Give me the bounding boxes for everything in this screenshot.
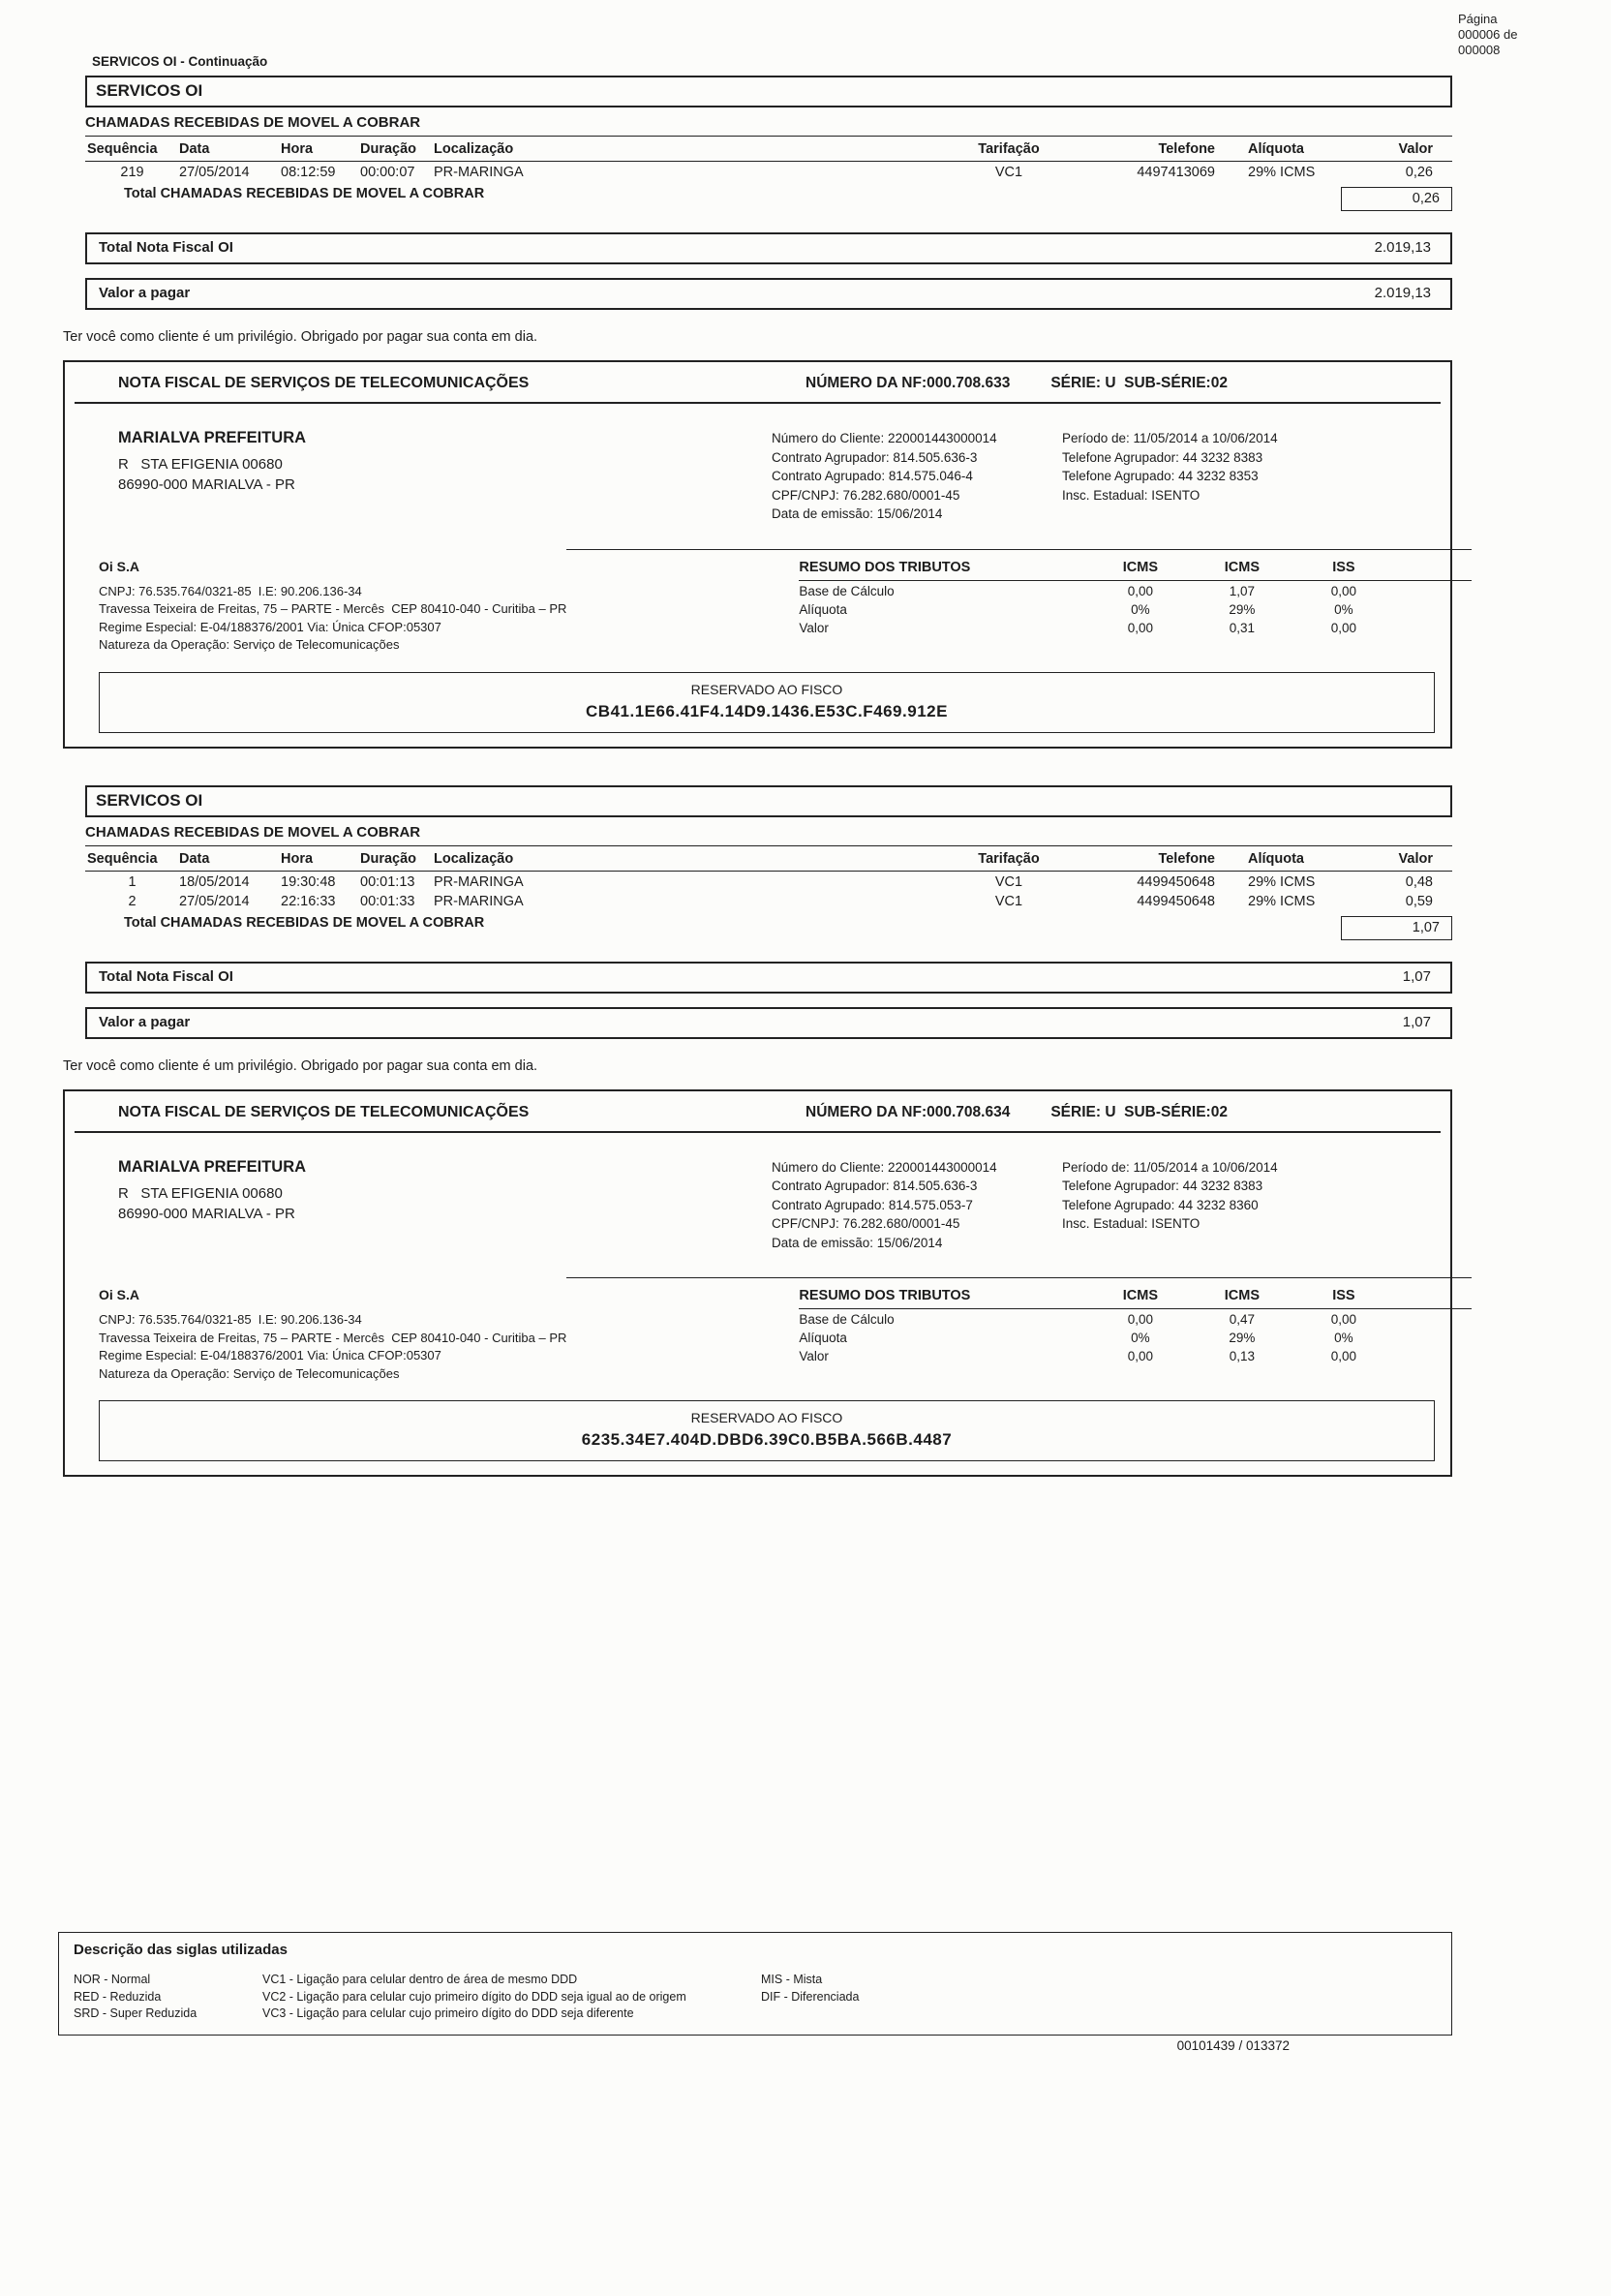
- legend-item-dif: DIF - Diferenciada: [761, 1989, 860, 2004]
- customer-address-line1: R STA EFIGENIA 00680: [118, 1184, 283, 1202]
- phone-grouper: Telefone Agrupador: 44 3232 8383: [1062, 1179, 1263, 1193]
- page-indicator: [1458, 12, 1517, 58]
- issuer-cnpj: CNPJ: 76.535.764/0321-85 I.E: 90.206.136-34: [99, 583, 362, 598]
- services-oi-box: SERVICOS OI: [85, 76, 1452, 107]
- call-tax: 29% ICMS: [1248, 893, 1316, 909]
- tax-value-icms1: 0%: [1131, 1331, 1150, 1345]
- tax-value-iss: 0,00: [1330, 1349, 1357, 1363]
- tax-summary-block: [566, 1277, 1472, 1364]
- tax-header-iss: ISS: [1292, 1286, 1394, 1309]
- call-duration: 00:01:33: [360, 893, 415, 909]
- tax-row-base-calculo: [799, 1309, 1472, 1329]
- header-valor: Valor: [1332, 139, 1452, 162]
- invoice-title: NOTA FISCAL DE SERVIÇOS DE TELECOMUNICAÇÕES: [118, 1103, 530, 1120]
- tax-header-icms1: ICMS: [1089, 558, 1191, 581]
- valor-a-pagar-value: 2.019,13: [1374, 285, 1431, 301]
- legend-column-misc: [761, 1972, 1437, 2023]
- calls-total-row: [85, 912, 1452, 940]
- issuer-nature: Natureza da Operação: Serviço de Telecomunicações: [99, 637, 400, 652]
- call-location: PR-MARINGA: [434, 873, 524, 890]
- fisco-code: CB41.1E66.41F4.14D9.1436.E53C.F469.912E: [586, 701, 948, 720]
- calls-header-row: [85, 139, 1452, 162]
- header-sequencia: Sequência: [85, 139, 177, 162]
- valor-a-pagar-box: [85, 278, 1452, 310]
- tax-value-icms1: 0,00: [1127, 620, 1154, 635]
- total-nota-fiscal-label: Total Nota Fiscal OI: [99, 239, 233, 256]
- call-time: 19:30:48: [281, 873, 336, 890]
- tax-value-icms2: 29%: [1229, 1331, 1256, 1345]
- invoice-section-2: [63, 785, 1452, 1478]
- invoice-series: SÉRIE: U SUB-SÉRIE:02: [1050, 1103, 1228, 1120]
- contract-grouped: Contrato Agrupado: 814.575.053-7: [772, 1197, 973, 1212]
- invoice-lower: [65, 1277, 1450, 1383]
- customer-address-line2: 86990-000 MARIALVA - PR: [118, 1205, 295, 1222]
- tax-value-icms1: 0,00: [1127, 1312, 1154, 1327]
- call-value: 0,59: [1405, 893, 1433, 909]
- tax-row-label: Valor: [799, 1349, 829, 1363]
- phone-grouped: Telefone Agrupado: 44 3232 8353: [1062, 469, 1259, 483]
- header-data: Data: [177, 849, 279, 872]
- total-nota-fiscal-value: 2.019,13: [1374, 239, 1431, 256]
- tax-value-icms2: 0,31: [1229, 620, 1256, 635]
- services-oi-box: SERVICOS OI: [85, 785, 1452, 817]
- call-seq: 219: [120, 165, 144, 180]
- tax-row-valor: [799, 618, 1472, 636]
- tax-value-iss: 0,00: [1330, 583, 1357, 598]
- issuer-regime: Regime Especial: E-04/188376/2001 Via: Única CFOP:05307: [99, 1348, 441, 1362]
- invoice-number: NÚMERO DA NF:000.708.634: [806, 1103, 1011, 1120]
- calls-table: [85, 139, 1452, 181]
- nota-fiscal-box: [63, 1089, 1452, 1478]
- calls-total-label: Total CHAMADAS RECEBIDAS DE MOVEL A COBRAR: [124, 186, 485, 201]
- tax-header-iss: ISS: [1292, 558, 1394, 581]
- tax-summary-block: [566, 549, 1472, 636]
- tax-row-label: Base de Cálculo: [799, 1312, 895, 1327]
- call-row: [85, 891, 1452, 910]
- reserved-fisco-box: [99, 1400, 1435, 1461]
- call-phone: 4499450648: [1137, 873, 1215, 890]
- contract-grouper: Contrato Agrupador: 814.505.636-3: [772, 1179, 978, 1193]
- tax-header-filler: [1394, 1286, 1472, 1309]
- issuer-regime: Regime Especial: E-04/188376/2001 Via: Única CFOP:05307: [99, 619, 441, 634]
- tax-row-base-calculo: [799, 580, 1472, 599]
- phone-grouper: Telefone Agrupador: 44 3232 8383: [1062, 449, 1263, 465]
- header-sequencia: Sequência: [85, 849, 177, 872]
- tax-value-icms2: 0,47: [1229, 1312, 1256, 1327]
- tax-value-icms1: 0,00: [1127, 583, 1154, 598]
- issuer-name: Oi S.A: [99, 1287, 140, 1302]
- tax-value-iss: 0%: [1334, 1331, 1353, 1345]
- legend-item-srd: SRD - Super Reduzida: [74, 2006, 198, 2020]
- total-nota-fiscal-box: [85, 962, 1452, 994]
- total-nota-fiscal-label: Total Nota Fiscal OI: [99, 967, 233, 985]
- call-date: 18/05/2014: [179, 873, 250, 890]
- reserved-fisco-box: [99, 672, 1435, 733]
- invoice-body: [65, 1158, 1450, 1253]
- invoice-header: [75, 362, 1441, 404]
- valor-a-pagar-value: 1,07: [1402, 1013, 1431, 1030]
- call-tariff: VC1: [994, 873, 1023, 890]
- call-seq: 2: [128, 893, 137, 909]
- continuation-header: SERVICOS OI - Continuação: [92, 54, 268, 69]
- tax-value-icms2: 0,13: [1229, 1349, 1256, 1363]
- header-aliquota: Alíquota: [1221, 139, 1332, 162]
- calls-total-value: 1,07: [1341, 916, 1452, 940]
- thanks-message: Ter você como cliente é um privilégio. Obrigado por pagar sua conta em dia.: [63, 329, 538, 345]
- header-tarifacao: Tarifação: [959, 139, 1056, 162]
- total-nota-fiscal-box: [85, 232, 1452, 264]
- contract-grouped: Contrato Agrupado: 814.575.046-4: [772, 469, 973, 483]
- customer-address-line1: R STA EFIGENIA 00680: [118, 456, 283, 473]
- tax-row-label: Valor: [799, 620, 829, 635]
- tax-header-icms2: ICMS: [1191, 1286, 1292, 1309]
- header-valor: Valor: [1332, 849, 1452, 872]
- fisco-label: RESERVADO AO FISCO: [690, 681, 843, 697]
- calls-category-title: CHAMADAS RECEBIDAS DE MOVEL A COBRAR: [85, 824, 1452, 846]
- state-registration: Insc. Estadual: ISENTO: [1062, 487, 1201, 503]
- header-data: Data: [177, 139, 279, 162]
- invoice-lower: [65, 549, 1450, 655]
- tax-header-row: [799, 558, 1472, 581]
- header-hora: Hora: [279, 849, 358, 872]
- total-nota-fiscal-value: 1,07: [1402, 967, 1431, 985]
- issuer-cnpj: CNPJ: 76.535.764/0321-85 I.E: 90.206.136-34: [99, 1312, 362, 1327]
- tax-value-iss: 0%: [1334, 601, 1353, 617]
- billing-period: Período de: 11/05/2014 a 10/06/2014: [1062, 1159, 1278, 1175]
- header-tarifacao: Tarifação: [959, 849, 1056, 872]
- header-localizacao: Localização: [432, 849, 959, 872]
- call-seq: 1: [128, 873, 137, 890]
- calls-total-row: [85, 183, 1452, 211]
- call-tax: 29% ICMS: [1248, 165, 1316, 180]
- issuer-block: [65, 1277, 566, 1383]
- page-number: 000006 de: [1458, 27, 1518, 42]
- legend-title: Descrição das siglas utilizadas: [74, 1942, 288, 1958]
- tax-value-icms1: 0%: [1131, 601, 1150, 617]
- call-duration: 00:00:07: [360, 165, 415, 180]
- call-value: 0,48: [1405, 873, 1433, 890]
- period-info-column: [1062, 1158, 1450, 1253]
- invoice-body: [65, 429, 1450, 524]
- call-location: PR-MARINGA: [434, 165, 524, 180]
- issuer-name: Oi S.A: [99, 558, 140, 574]
- call-location: PR-MARINGA: [434, 893, 524, 909]
- tax-row-label: Base de Cálculo: [799, 583, 895, 598]
- legend-column-vc: [262, 1972, 761, 2023]
- emission-date: Data de emissão: 15/06/2014: [772, 506, 943, 521]
- legend-item-red: RED - Reduzida: [74, 1989, 162, 2004]
- customer-block: [65, 1158, 772, 1253]
- phone-grouped: Telefone Agrupado: 44 3232 8360: [1062, 1197, 1259, 1212]
- call-row: [85, 162, 1452, 182]
- call-time: 22:16:33: [281, 893, 336, 909]
- tax-summary-table: [799, 1286, 1472, 1364]
- tax-value-iss: 0,00: [1330, 1312, 1357, 1327]
- fisco-label: RESERVADO AO FISCO: [690, 1410, 843, 1425]
- tax-row-label: Alíquota: [799, 601, 847, 617]
- legend-area: [58, 1932, 1452, 2053]
- legend-item-nor: NOR - Normal: [74, 1973, 151, 1986]
- legend-item-mis: MIS - Mista: [761, 1973, 823, 1986]
- page-content: [63, 54, 1452, 1477]
- calls-total-label: Total CHAMADAS RECEBIDAS DE MOVEL A COBRAR: [124, 914, 485, 931]
- invoice-number: NÚMERO DA NF:000.708.633: [806, 375, 1011, 391]
- header-hora: Hora: [279, 139, 358, 162]
- call-tax: 29% ICMS: [1248, 873, 1316, 890]
- thanks-message: Ter você como cliente é um privilégio. Obrigado por pagar sua conta em dia.: [63, 1057, 538, 1074]
- call-time: 08:12:59: [281, 165, 336, 180]
- invoice-section-1: [63, 76, 1452, 749]
- tax-row-aliquota: [799, 1328, 1472, 1346]
- invoice-series: SÉRIE: U SUB-SÉRIE:02: [1050, 375, 1228, 391]
- contract-grouper: Contrato Agrupador: 814.505.636-3: [772, 449, 978, 465]
- invoice-header: [75, 1091, 1441, 1133]
- tax-header-icms1: ICMS: [1089, 1286, 1191, 1309]
- document-code: 00101439 / 013372: [1176, 2037, 1290, 2053]
- calls-header-row: [85, 849, 1452, 872]
- issuer-block: [65, 549, 566, 655]
- tax-summary-table: [799, 558, 1472, 636]
- tax-value-icms1: 0,00: [1127, 1349, 1154, 1363]
- calls-category-title: CHAMADAS RECEBIDAS DE MOVEL A COBRAR: [85, 114, 1452, 137]
- tax-header-filler: [1394, 558, 1472, 581]
- valor-a-pagar-box: [85, 1007, 1452, 1039]
- call-tariff: VC1: [994, 893, 1023, 909]
- call-phone: 4499450648: [1137, 893, 1215, 909]
- header-duracao: Duração: [358, 849, 432, 872]
- customer-address-line2: 86990-000 MARIALVA - PR: [118, 476, 295, 493]
- state-registration: Insc. Estadual: ISENTO: [1062, 1216, 1201, 1231]
- header-telefone: Telefone: [1056, 139, 1221, 162]
- nota-fiscal-box: [63, 360, 1452, 749]
- call-phone: 4497413069: [1137, 165, 1215, 180]
- call-duration: 00:01:13: [360, 873, 415, 890]
- tax-summary-title: RESUMO DOS TRIBUTOS: [799, 558, 1089, 581]
- customer-name: MARIALVA PREFEITURA: [118, 1157, 307, 1176]
- client-number: Número do Cliente: 220001443000014: [772, 431, 997, 445]
- tax-row-valor: [799, 1346, 1472, 1364]
- header-duracao: Duração: [358, 139, 432, 162]
- call-value: 0,26: [1405, 165, 1433, 180]
- issuer-address: Travessa Teixeira de Freitas, 75 – PARTE - Mercês CEP 80410-040 - Curitiba – PR: [99, 601, 567, 616]
- legend-item-vc2: VC2 - Ligação para celular cujo primeiro dígito do DDD seja igual ao de origem: [262, 1989, 686, 2004]
- tax-header-row: [799, 1286, 1472, 1309]
- call-date: 27/05/2014: [179, 893, 250, 909]
- legend-column-rates: [74, 1972, 262, 2023]
- billing-period: Período de: 11/05/2014 a 10/06/2014: [1062, 431, 1278, 445]
- page-label: Página: [1458, 12, 1498, 26]
- page-total: 000008: [1458, 43, 1501, 57]
- customer-name: MARIALVA PREFEITURA: [118, 429, 307, 446]
- emission-date: Data de emissão: 15/06/2014: [772, 1235, 943, 1250]
- valor-a-pagar-label: Valor a pagar: [99, 1013, 191, 1030]
- legend-item-vc3: VC3 - Ligação para celular cujo primeiro dígito do DDD seja diferente: [262, 2006, 634, 2020]
- legend-box: [58, 1932, 1452, 2036]
- customer-block: [65, 429, 772, 524]
- legend-item-vc1: VC1 - Ligação para celular dentro de área de mesmo DDD: [262, 1973, 578, 1986]
- cpf-cnpj: CPF/CNPJ: 76.282.680/0001-45: [772, 487, 960, 503]
- invoice-title: NOTA FISCAL DE SERVIÇOS DE TELECOMUNICAÇÕES: [118, 375, 530, 391]
- issuer-address: Travessa Teixeira de Freitas, 75 – PARTE - Mercês CEP 80410-040 - Curitiba – PR: [99, 1330, 567, 1345]
- period-info-column: [1062, 429, 1450, 524]
- header-telefone: Telefone: [1056, 849, 1221, 872]
- tax-header-icms2: ICMS: [1191, 558, 1292, 581]
- call-date: 27/05/2014: [179, 165, 250, 180]
- header-localizacao: Localização: [432, 139, 959, 162]
- cpf-cnpj: CPF/CNPJ: 76.282.680/0001-45: [772, 1216, 960, 1231]
- contract-info-column: [772, 429, 1062, 524]
- tax-summary-title: RESUMO DOS TRIBUTOS: [799, 1286, 1089, 1309]
- call-tariff: VC1: [994, 165, 1023, 180]
- issuer-nature: Natureza da Operação: Serviço de Telecomunicações: [99, 1365, 400, 1381]
- header-aliquota: Alíquota: [1221, 849, 1332, 872]
- tax-row-aliquota: [799, 599, 1472, 618]
- legend-columns: [74, 1972, 1437, 2023]
- contract-info-column: [772, 1158, 1062, 1253]
- call-row: [85, 871, 1452, 891]
- calls-table: [85, 849, 1452, 910]
- tax-value-iss: 0,00: [1330, 620, 1357, 635]
- valor-a-pagar-label: Valor a pagar: [99, 285, 191, 301]
- fisco-code: 6235.34E7.404D.DBD6.39C0.B5BA.566B.4487: [581, 1430, 953, 1449]
- tax-value-icms2: 1,07: [1229, 583, 1256, 598]
- tax-value-icms2: 29%: [1229, 601, 1256, 617]
- tax-row-label: Alíquota: [799, 1331, 847, 1345]
- calls-total-value: 0,26: [1341, 187, 1452, 211]
- client-number: Número do Cliente: 220001443000014: [772, 1159, 997, 1175]
